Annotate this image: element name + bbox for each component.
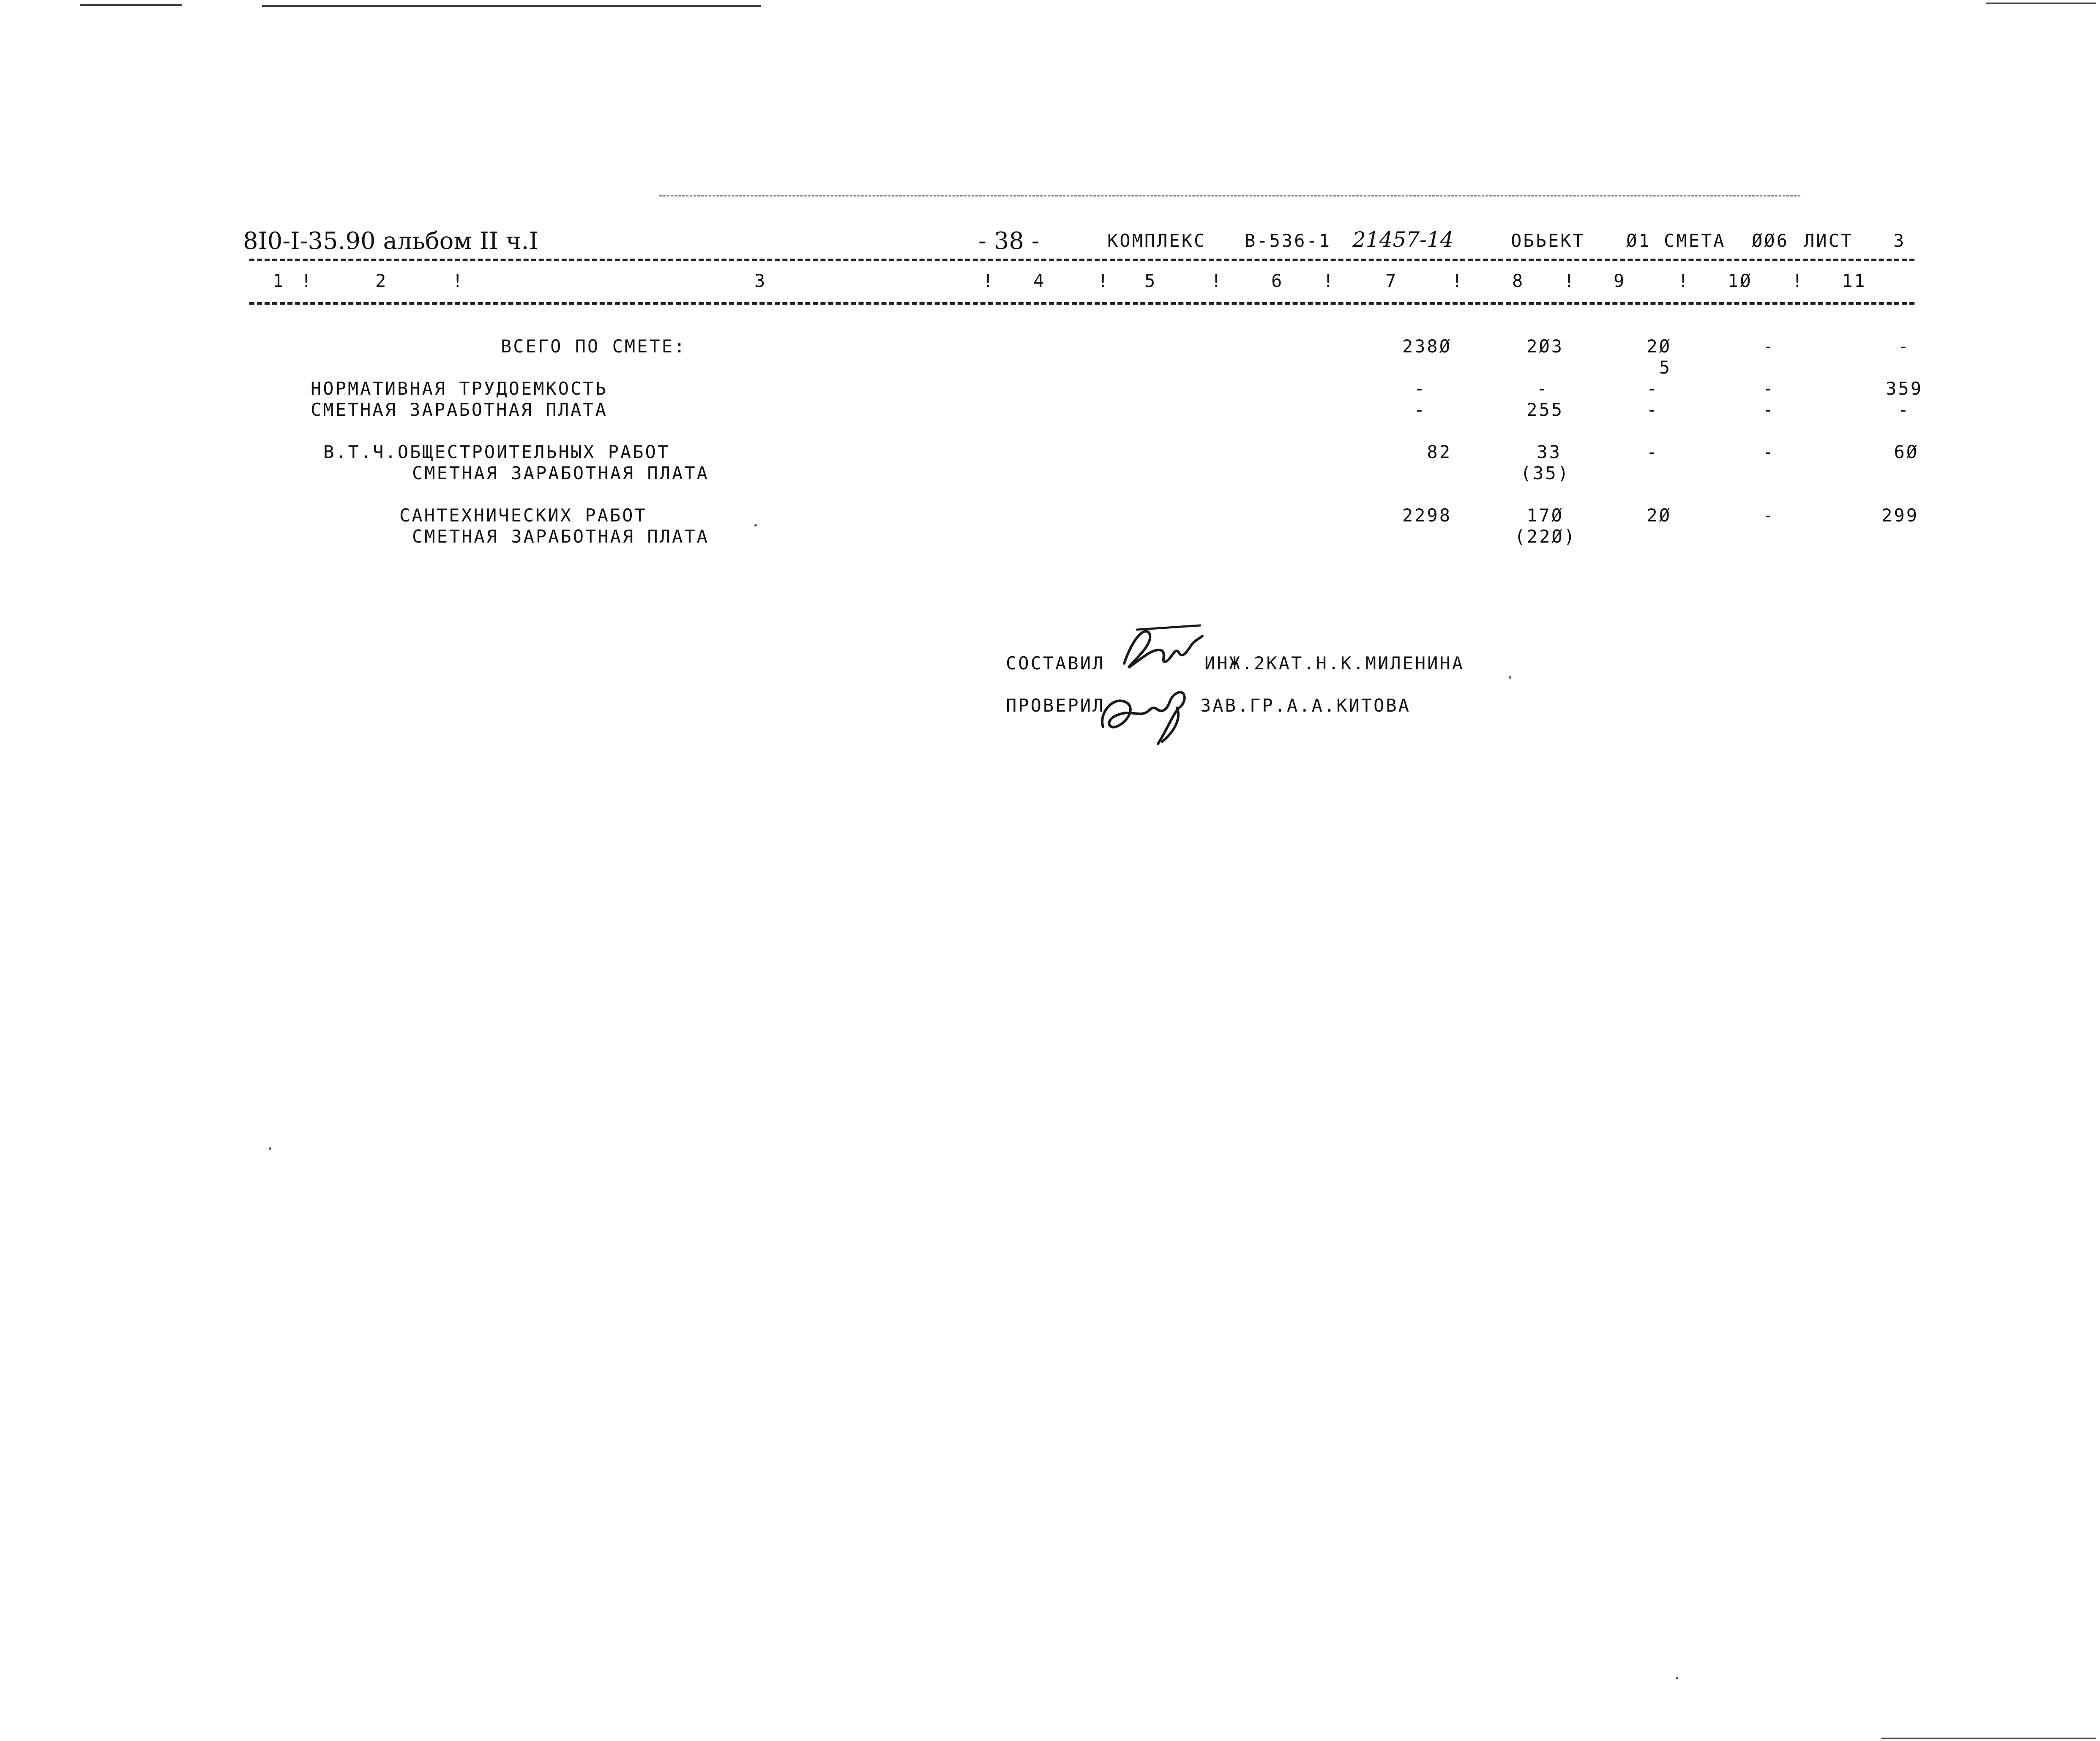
cell-col7: -	[1414, 399, 1426, 420]
cell-col11: 359	[1886, 378, 1923, 399]
estimate-number: ØØ6	[1752, 230, 1789, 251]
cell-col9: 2Ø	[1647, 336, 1671, 357]
cell-col9: 2Ø	[1647, 505, 1671, 526]
sheet-label: ЛИСТ	[1804, 230, 1854, 251]
checked-by: ЗАВ.ГР.А.А.КИТОВА	[1200, 695, 1411, 716]
cell-col8: -	[1536, 378, 1549, 399]
column-separator: !	[1452, 270, 1464, 291]
cell-col7: 82	[1427, 442, 1452, 462]
sheet-number: 3	[1893, 230, 1906, 251]
page-number: - 38 -	[978, 227, 1040, 255]
cell-col8: (22Ø)	[1514, 526, 1576, 547]
scan-artifact	[80, 4, 182, 6]
object-number: Ø1	[1626, 230, 1651, 251]
header-rule	[249, 259, 1914, 261]
column-header: 6	[1271, 270, 1284, 291]
cell-col7: 2298	[1402, 505, 1452, 526]
cell-col7: 238Ø	[1402, 336, 1452, 357]
column-separator: !	[1098, 270, 1110, 291]
cell-col10: -	[1762, 442, 1775, 462]
column-separator: !	[1211, 270, 1223, 291]
scan-artifact	[1986, 3, 2096, 4]
column-header: 1	[273, 270, 285, 291]
scan-artifact	[262, 5, 761, 7]
cell-col9-extra: 5	[1659, 357, 1671, 378]
cell-col11: -	[1898, 336, 1910, 357]
scan-artifact	[659, 195, 1800, 196]
column-separator: !	[1678, 270, 1690, 291]
column-separator: !	[1564, 270, 1576, 291]
column-header: 1Ø	[1728, 270, 1753, 291]
scan-speck	[1676, 1677, 1678, 1679]
row-label: ВСЕГО ПО СМЕТЕ:	[501, 336, 687, 357]
column-separator: !	[452, 270, 465, 291]
column-header: 8	[1512, 270, 1525, 291]
row-label: НОРМАТИВНАЯ ТРУДОЕМКОСТЬ	[311, 378, 608, 399]
scan-speck	[1509, 676, 1511, 679]
row-label: СМЕТНАЯ ЗАРАБОТНАЯ ПЛАТА	[412, 526, 709, 547]
column-header: 4	[1033, 270, 1046, 291]
cell-col8: (35)	[1520, 463, 1570, 483]
cell-col7: -	[1414, 378, 1426, 399]
column-header: 9	[1614, 270, 1626, 291]
handwritten-code: 21457-14	[1352, 227, 1454, 252]
row-label: СМЕТНАЯ ЗАРАБОТНАЯ ПЛАТА	[412, 463, 709, 483]
complex-label: КОМПЛЕКС	[1107, 230, 1207, 251]
column-header-rule	[249, 302, 1914, 305]
column-header: 5	[1144, 270, 1157, 291]
checked-signature	[1095, 668, 1200, 748]
scan-speck	[754, 524, 757, 527]
compiled-by: ИНЖ.2КАТ.Н.К.МИЛЕНИНА	[1204, 653, 1465, 674]
row-label: В.Т.Ч.ОБЩЕСТРОИТЕЛЬНЫХ РАБОТ	[323, 442, 670, 462]
cell-col8: 255	[1527, 399, 1564, 420]
scan-speck	[269, 1147, 271, 1150]
cell-col9: -	[1646, 399, 1659, 420]
column-header: 11	[1842, 270, 1867, 291]
row-label: САНТЕХНИЧЕСКИХ РАБОТ	[399, 505, 647, 526]
cell-col11: 6Ø	[1894, 442, 1919, 462]
cell-col9: -	[1646, 442, 1659, 462]
cell-col10: -	[1762, 336, 1775, 357]
column-header: 2	[375, 270, 388, 291]
column-separator: !	[1323, 270, 1335, 291]
cell-col8: 33	[1537, 442, 1562, 462]
scan-artifact	[1881, 1738, 2096, 1739]
cell-col8: 2Ø3	[1527, 336, 1564, 357]
cell-col11: -	[1898, 399, 1910, 420]
column-header: 7	[1385, 270, 1398, 291]
column-separator: !	[1792, 270, 1805, 291]
object-label: ОБЬЕКТ	[1511, 230, 1585, 251]
complex-code: В-536-1	[1245, 230, 1332, 251]
column-separator: !	[983, 270, 995, 291]
cell-col10: -	[1762, 399, 1775, 420]
cell-col11: 299	[1882, 505, 1919, 526]
cell-col10: -	[1762, 378, 1775, 399]
row-label: СМЕТНАЯ ЗАРАБОТНАЯ ПЛАТА	[311, 399, 608, 420]
compiled-label: СОСТАВИЛ	[1006, 653, 1105, 674]
checked-label: ПРОВЕРИЛ	[1006, 695, 1105, 716]
column-header: 3	[754, 270, 767, 291]
column-separator: !	[301, 270, 314, 291]
cell-col10: -	[1762, 505, 1775, 526]
estimate-label: СМЕТА	[1664, 230, 1726, 251]
cell-col9: -	[1646, 378, 1659, 399]
album-title: 8I0-I-35.90 альбом II ч.I	[243, 227, 538, 255]
cell-col8: 17Ø	[1527, 505, 1564, 526]
